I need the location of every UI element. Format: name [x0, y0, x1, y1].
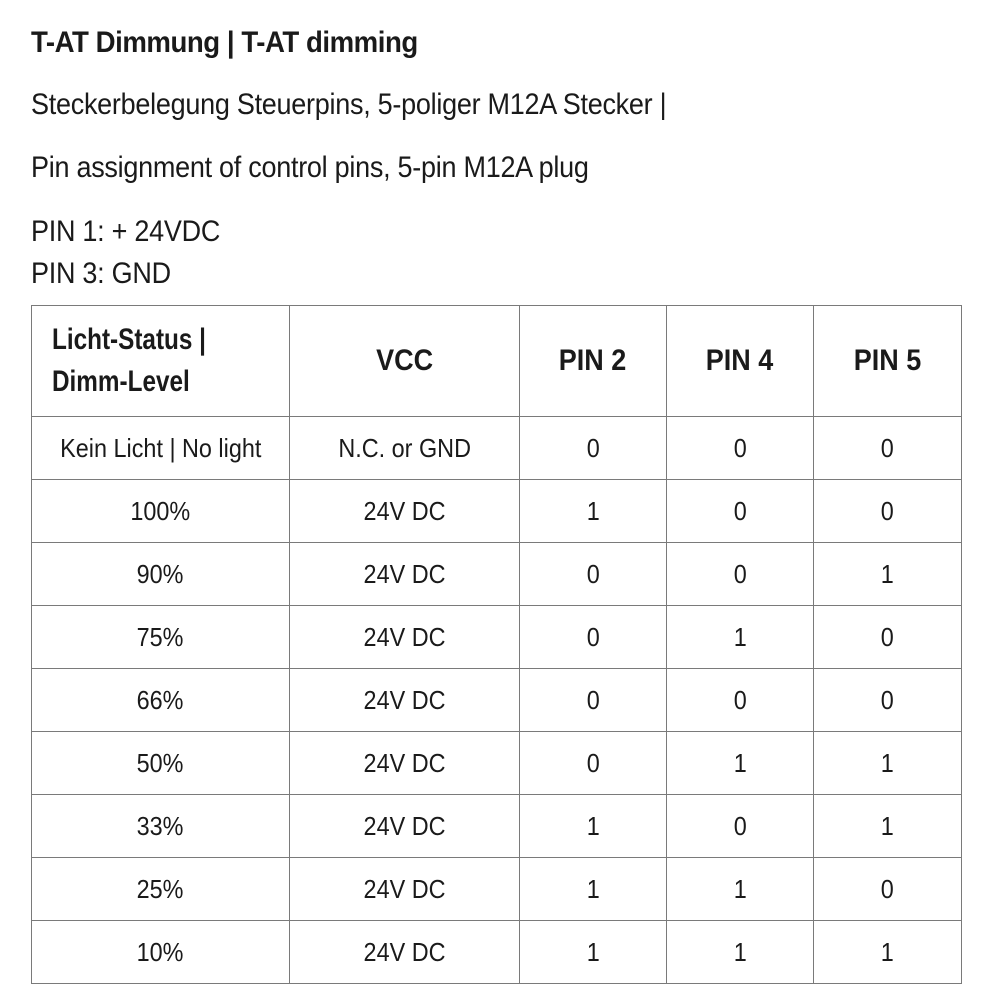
cell-pin5: 1	[814, 795, 962, 858]
cell-pin4: 0	[667, 543, 814, 606]
subtitle-english: Pin assignment of control pins, 5-pin M12A plug	[31, 151, 589, 184]
header-pin2: PIN 2	[520, 306, 667, 417]
cell-pin2: 0	[520, 606, 667, 669]
cell-pin2: 1	[520, 795, 667, 858]
cell-vcc: 24V DC	[290, 732, 520, 795]
cell-pin2: 0	[520, 669, 667, 732]
pin3-note: PIN 3: GND	[31, 257, 171, 290]
table-row	[32, 669, 962, 732]
cell-pin5: 0	[814, 858, 962, 921]
cell-pin2: 1	[520, 480, 667, 543]
cell-light-status: 90%	[32, 543, 290, 606]
cell-pin5: 0	[814, 606, 962, 669]
cell-pin4: 0	[667, 417, 814, 480]
cell-pin4: 0	[667, 795, 814, 858]
cell-light-status: 25%	[32, 858, 290, 921]
header-light-status: Licht-Status | Dimm-Level	[32, 306, 290, 417]
table-row	[32, 921, 962, 984]
header-vcc: VCC	[290, 306, 520, 417]
cell-vcc: 24V DC	[290, 480, 520, 543]
page-title: T-AT Dimmung | T-AT dimming	[31, 26, 418, 59]
subtitle-german: Steckerbelegung Steuerpins, 5-poliger M12A Stecker |	[31, 88, 667, 121]
table-header-row	[32, 306, 962, 417]
cell-pin4: 1	[667, 732, 814, 795]
header-pin4: PIN 4	[667, 306, 814, 417]
cell-vcc: 24V DC	[290, 858, 520, 921]
table-row	[32, 858, 962, 921]
cell-vcc: 24V DC	[290, 669, 520, 732]
cell-pin4: 1	[667, 858, 814, 921]
cell-vcc: 24V DC	[290, 921, 520, 984]
cell-pin5: 0	[814, 417, 962, 480]
table-row	[32, 606, 962, 669]
cell-pin4: 0	[667, 669, 814, 732]
pin1-note: PIN 1: + 24VDC	[31, 215, 221, 248]
cell-pin2: 0	[520, 417, 667, 480]
cell-pin4: 0	[667, 480, 814, 543]
cell-pin5: 0	[814, 669, 962, 732]
cell-light-status: Kein Licht | No light	[32, 417, 290, 480]
cell-pin2: 1	[520, 858, 667, 921]
table-row	[32, 732, 962, 795]
cell-light-status: 100%	[32, 480, 290, 543]
header-pin5: PIN 5	[814, 306, 962, 417]
table-row	[32, 543, 962, 606]
cell-pin5: 1	[814, 732, 962, 795]
cell-pin4: 1	[667, 606, 814, 669]
table-row	[32, 417, 962, 480]
cell-pin5: 0	[814, 480, 962, 543]
cell-vcc: 24V DC	[290, 795, 520, 858]
cell-vcc: 24V DC	[290, 543, 520, 606]
table-row	[32, 480, 962, 543]
pin-assignment-table	[31, 305, 962, 984]
cell-pin5: 1	[814, 921, 962, 984]
cell-vcc: 24V DC	[290, 606, 520, 669]
cell-vcc: N.C. or GND	[290, 417, 520, 480]
cell-pin4: 1	[667, 921, 814, 984]
cell-light-status: 10%	[32, 921, 290, 984]
cell-light-status: 33%	[32, 795, 290, 858]
cell-light-status: 50%	[32, 732, 290, 795]
cell-pin5: 1	[814, 543, 962, 606]
cell-pin2: 0	[520, 543, 667, 606]
table-row	[32, 795, 962, 858]
cell-light-status: 75%	[32, 606, 290, 669]
cell-pin2: 0	[520, 732, 667, 795]
cell-light-status: 66%	[32, 669, 290, 732]
cell-pin2: 1	[520, 921, 667, 984]
